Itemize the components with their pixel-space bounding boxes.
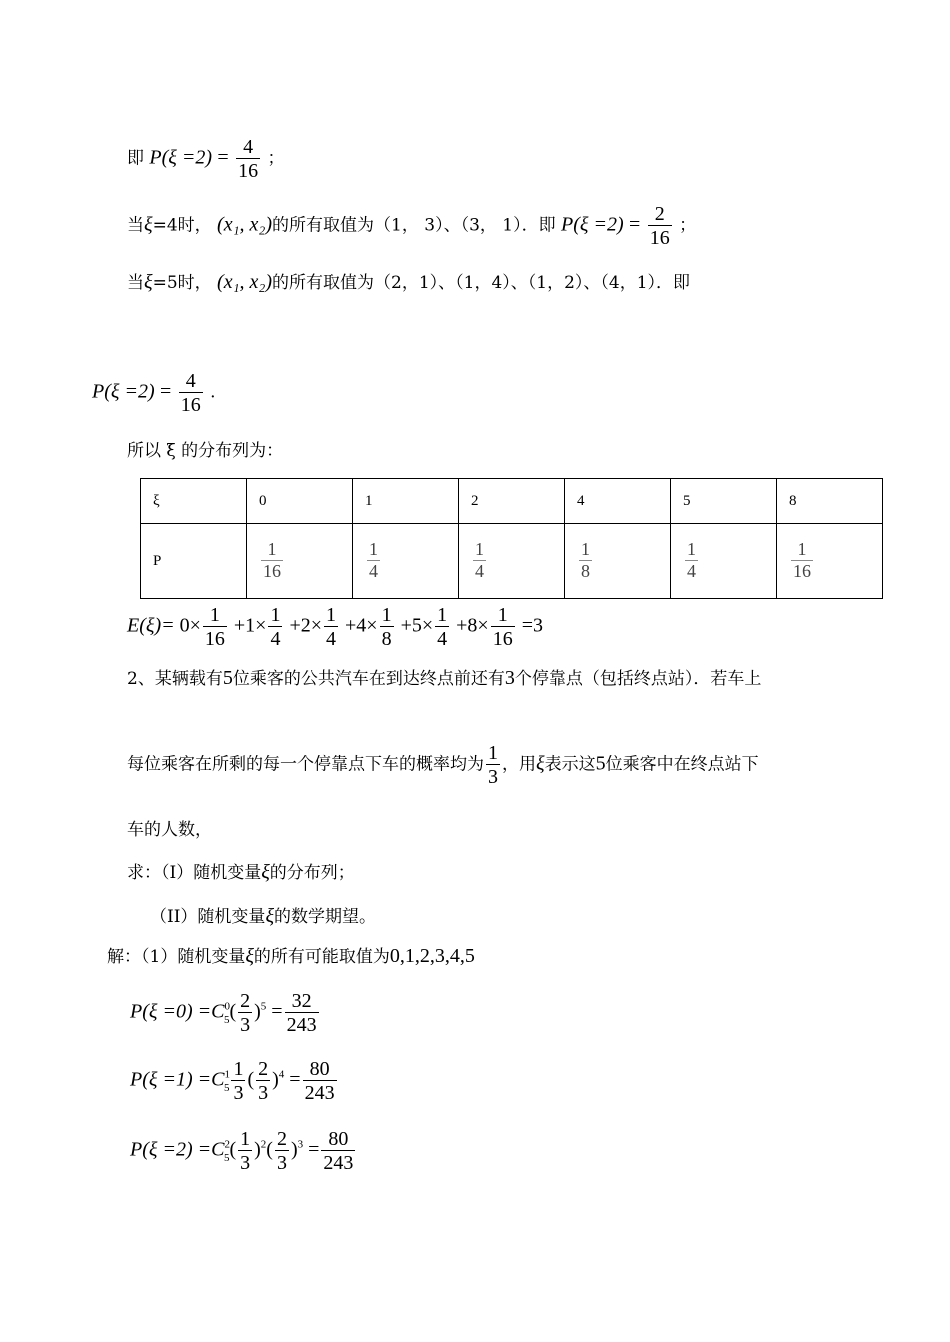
text: 位乘客中在终点站下 bbox=[605, 754, 759, 775]
table-prob-row bbox=[141, 524, 883, 599]
prob-expression: P(ξ =1) = bbox=[130, 1068, 212, 1091]
table-cell bbox=[671, 524, 777, 599]
text: 当 bbox=[127, 273, 144, 293]
text: ； bbox=[679, 215, 697, 236]
text: =4时， bbox=[152, 215, 212, 236]
text: （II）随机变量 bbox=[150, 907, 266, 927]
text: 个停靠点（包括终点站）．若车上 bbox=[514, 669, 762, 689]
fraction: $\frac{4}{16}$ bbox=[180, 370, 201, 416]
fraction: $\frac{1}{3}$ bbox=[240, 1128, 251, 1174]
xi-symbol: ξ bbox=[265, 905, 275, 927]
text: ； bbox=[267, 148, 285, 169]
table-cell: 0 bbox=[247, 479, 353, 524]
fraction: $\frac{1}{4}$ bbox=[369, 539, 378, 581]
pair-expression: (x₁, x₂) bbox=[217, 271, 273, 293]
equals: = bbox=[160, 380, 172, 403]
table-cell bbox=[565, 524, 671, 599]
table-cell: 4 bbox=[565, 479, 671, 524]
table-header-row bbox=[141, 479, 883, 524]
problem2-line-1 bbox=[127, 668, 761, 688]
prob-expression: P(ξ =2) = bbox=[130, 1138, 212, 1161]
problem2-line-3 bbox=[127, 822, 212, 839]
question-2 bbox=[150, 906, 376, 926]
xi-symbol: ξ bbox=[144, 271, 153, 293]
result: =3 bbox=[521, 614, 543, 637]
xi-symbol: ξ bbox=[245, 945, 254, 967]
line-1 bbox=[127, 136, 285, 182]
fraction: $\frac{1}{16}$ bbox=[492, 604, 513, 650]
line-5 bbox=[127, 443, 283, 460]
fraction: $\frac{2}{16}$ bbox=[649, 203, 670, 249]
table-cell bbox=[353, 524, 459, 599]
xi-symbol: ξ bbox=[536, 752, 545, 775]
text: 当 bbox=[127, 215, 144, 236]
text: 车的人数， bbox=[127, 820, 212, 840]
fraction: $\frac{2}{3}$ bbox=[258, 1058, 269, 1104]
result-fraction: $\frac{80}{243}$ bbox=[304, 1058, 335, 1104]
text: 的数学期望。 bbox=[274, 907, 377, 927]
equals: = bbox=[217, 146, 229, 169]
question-1 bbox=[127, 862, 355, 882]
fraction: $\frac{1}{4}$ bbox=[270, 604, 281, 650]
text: 即 bbox=[127, 148, 144, 169]
table-cell bbox=[777, 524, 883, 599]
line-3 bbox=[127, 272, 690, 292]
fraction: $\frac{1}{4}$ bbox=[437, 604, 448, 650]
line-4 bbox=[92, 370, 216, 416]
fraction: $\frac{4}{16}$ bbox=[238, 136, 259, 182]
formula-p0: $P(\xi =0) =C^0_5$( $\frac{2}{3}$ )$^5$ = $\frac{32}{243}$ bbox=[130, 990, 317, 1036]
fraction: $\frac{2}{3}$ bbox=[240, 990, 251, 1036]
number: 5 bbox=[595, 752, 606, 775]
table-cell: 5 bbox=[671, 479, 777, 524]
table-cell bbox=[459, 524, 565, 599]
fraction: $\frac{1}{4}$ bbox=[687, 539, 696, 581]
fraction: $\frac{2}{3}$ bbox=[276, 1128, 287, 1174]
fraction: $\frac{1}{3}$ bbox=[233, 1058, 244, 1104]
xi-symbol: ξ bbox=[261, 861, 270, 883]
solution-line bbox=[107, 946, 475, 966]
term-coef: +8× bbox=[456, 614, 489, 637]
combination: C bbox=[211, 1000, 225, 1023]
result-fraction: $\frac{32}{243}$ bbox=[286, 990, 317, 1036]
fraction: $\frac{1}{4}$ bbox=[326, 604, 337, 650]
expectation-formula bbox=[127, 604, 543, 650]
formula-p2: $P(\xi =2) =C^2_5$( $\frac{1}{3}$ )$^2$( $\frac{2}{3}$ )$^3$ = $\frac{80}{243}$ bbox=[130, 1128, 354, 1174]
distribution-table bbox=[140, 478, 883, 599]
prob-expression: P(ξ =2) bbox=[149, 146, 213, 169]
prob-expression: P(ξ =0) = bbox=[130, 1000, 212, 1023]
text: 解：（1）随机变量 bbox=[107, 947, 246, 967]
fraction: $\frac{1}{8}$ bbox=[381, 604, 392, 650]
equals: = bbox=[629, 213, 641, 236]
text: 的所有取值为（2，1）、（1，4）、（1，2）、（4，1）．即 bbox=[272, 273, 691, 293]
text: 的分布列； bbox=[269, 863, 355, 883]
text: 2、某辆载有 bbox=[127, 669, 223, 689]
pair-expression: (x₁, x₂) bbox=[217, 213, 273, 236]
result-fraction: $\frac{80}{243}$ bbox=[323, 1128, 354, 1174]
line-2 bbox=[127, 203, 696, 249]
term-coef: 0× bbox=[179, 614, 201, 637]
table-cell: P bbox=[141, 524, 247, 599]
text: 的所有可能取值为 bbox=[253, 947, 390, 967]
number: 5 bbox=[222, 667, 233, 689]
table-cell: 1 bbox=[353, 479, 459, 524]
text: 每位乘客在所剩的每一个停靠点下车的概率均为 bbox=[127, 754, 484, 775]
combination: C bbox=[211, 1068, 225, 1091]
problem2-line-2 bbox=[127, 742, 759, 788]
text: 的所有取值为（1， 3）、（3， 1）．即 bbox=[272, 215, 556, 236]
values-list: 0,1,2,3,4,5 bbox=[389, 945, 475, 967]
term-coef: +4× bbox=[345, 614, 378, 637]
term-coef: +1× bbox=[233, 614, 267, 637]
fraction: $\frac{1}{4}$ bbox=[475, 539, 484, 581]
number: 3 bbox=[504, 667, 515, 689]
text: =5时， bbox=[152, 273, 212, 293]
text: 表示这 bbox=[544, 754, 596, 775]
xi-symbol: ξ bbox=[144, 213, 153, 236]
combination: C bbox=[211, 1138, 225, 1161]
text: . bbox=[210, 382, 216, 403]
table-cell: ξ bbox=[141, 479, 247, 524]
text: 求：（I）随机变量 bbox=[127, 863, 262, 883]
table-cell bbox=[247, 524, 353, 599]
expectation-lhs: E(ξ)= bbox=[127, 614, 175, 637]
term-coef: +5× bbox=[400, 614, 434, 637]
table-cell: 2 bbox=[459, 479, 565, 524]
table-cell: 8 bbox=[777, 479, 883, 524]
fraction: $\frac{1}{16}$ bbox=[263, 539, 281, 581]
fraction: $\frac{1}{16}$ bbox=[793, 539, 811, 581]
term-coef: +2× bbox=[289, 614, 323, 637]
text: ，用 bbox=[502, 754, 536, 775]
fraction: $\frac{1}{8}$ bbox=[581, 539, 590, 581]
text: 所以 ξ 的分布列为： bbox=[127, 441, 284, 461]
fraction: $\frac{1}{3}$ bbox=[488, 742, 498, 788]
text: 位乘客的公共汽车在到达终点前还有 bbox=[232, 669, 505, 689]
prob-expression: P(ξ =2) bbox=[561, 213, 624, 236]
prob-expression: P(ξ =2) bbox=[92, 380, 155, 403]
formula-p1: $P(\xi =1) =C^1_5$ $\frac{1}{3}$ ( $\frac{2}{3}$ )$^4$ = $\frac{80}{243}$ bbox=[130, 1058, 335, 1104]
fraction: $\frac{1}{16}$ bbox=[204, 604, 225, 650]
